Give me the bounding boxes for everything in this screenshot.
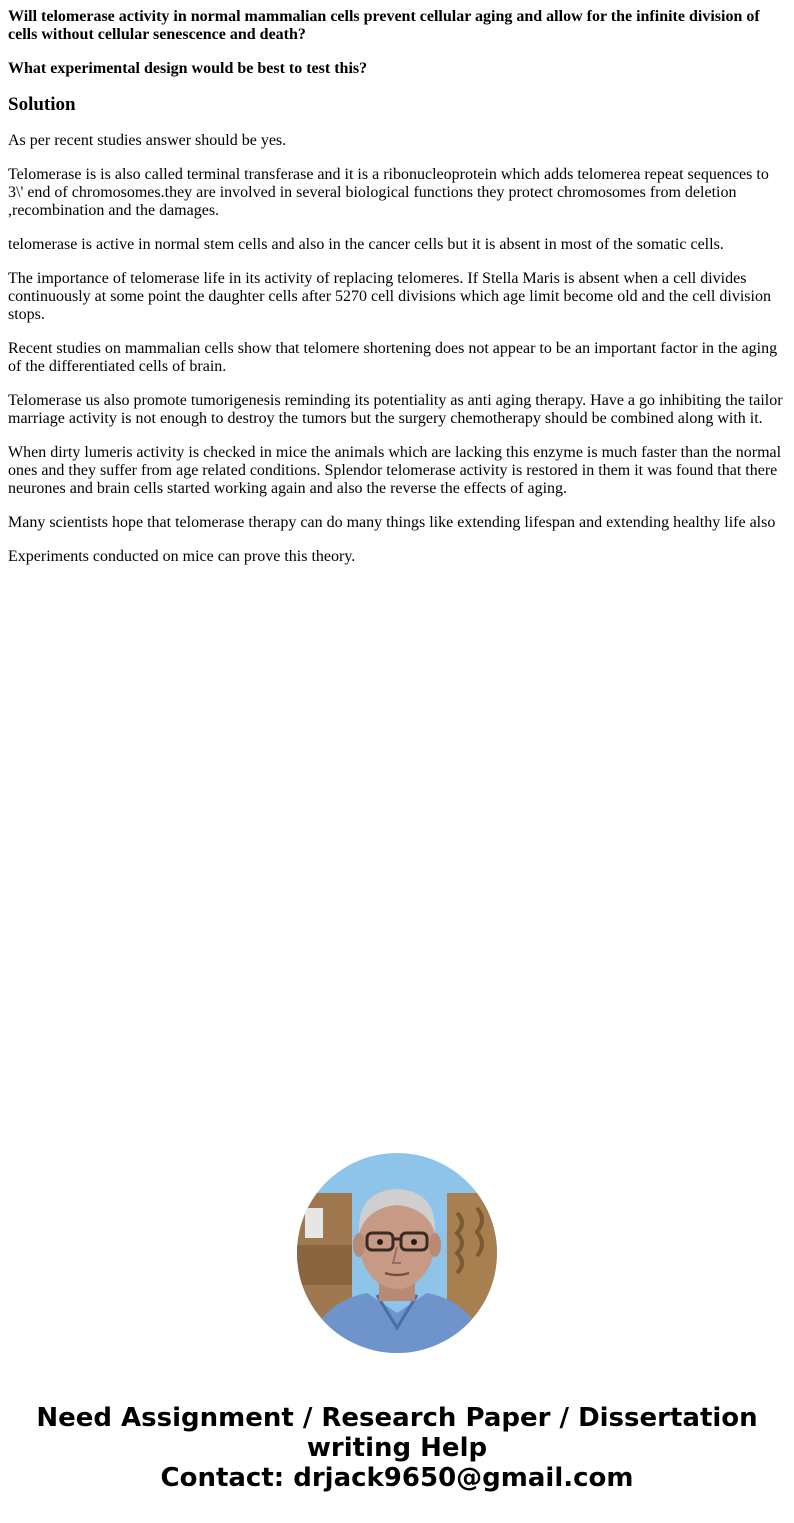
solution-paragraph: Experiments conducted on mice can prove this theory. (8, 548, 356, 565)
avatar-ear-right (429, 1233, 441, 1257)
solution-paragraph: The importance of telomerase life in its activity of replacing telomeres. If Stella Maris is absent when a cell divides continuously at some point the daughter cells after 5270 cell divisions which age limit become old and the cell division stops. (8, 270, 771, 323)
solution-paragraph: Many scientists hope that telomerase therapy can do many things like extending lifespan and extending healthy life also (8, 514, 776, 531)
avatar-eye-right (411, 1239, 417, 1245)
solution-paragraph: telomerase is active in normal stem cells and also in the cancer cells but it is absent in most of the somatic cells. (8, 236, 724, 253)
document-content (8, 8, 786, 582)
solution-paragraph: Recent studies on mammalian cells show that telomere shortening does not appear to be an important factor in the aging of the differentiated cells of brain. (8, 340, 778, 375)
question-subtext: What experimental design would be best to test this? (8, 60, 368, 77)
solution-paragraph: As per recent studies answer should be yes. (8, 132, 287, 149)
avatar-eye-left (377, 1239, 383, 1245)
solution-paragraph: Telomerase is is also called terminal transferase and it is a ribonucleoprotein which adds telomerea repeat sequences to 3\' end of chromosomes.they are involved in several biological functions they protect chromosomes from deletion ,recombination and the damages. (8, 166, 769, 219)
solution-paragraph: Telomerase us also promote tumorigenesis reminding its potentiality as anti aging therapy. Have a go inhibiting the tailor marriage activity is not enough to destroy the tumors but the surgery chemotherapy should be combined along with it. (8, 392, 783, 427)
solution-paragraph: When dirty lumeris activity is checked in mice the animals which are lacking this enzyme is much faster than the normal ones and they suffer from age related conditions. Splendor telomerase activity is restored in them it was found that there neurones and brain cells started working again and also the reverse the effects of aging. (8, 444, 782, 497)
solution-heading: Solution (8, 94, 76, 115)
contact-footer (0, 1403, 794, 1493)
footer-line-1: Need Assignment / Research Paper / Dissertation (36, 1403, 758, 1433)
avatar-wall-pattern (297, 1245, 352, 1285)
author-portrait-icon (297, 1153, 497, 1353)
avatar-switchboard (305, 1208, 323, 1238)
footer-contact: Contact: drjack9650@gmail.com (160, 1463, 634, 1493)
author-avatar (297, 1153, 497, 1353)
avatar-ear-left (353, 1233, 365, 1257)
footer-line-2: writing Help (306, 1433, 488, 1463)
question-text: Will telomerase activity in normal mammalian cells prevent cellular aging and allow for the infinite division of cells without cellular senescence and death? (8, 8, 760, 43)
